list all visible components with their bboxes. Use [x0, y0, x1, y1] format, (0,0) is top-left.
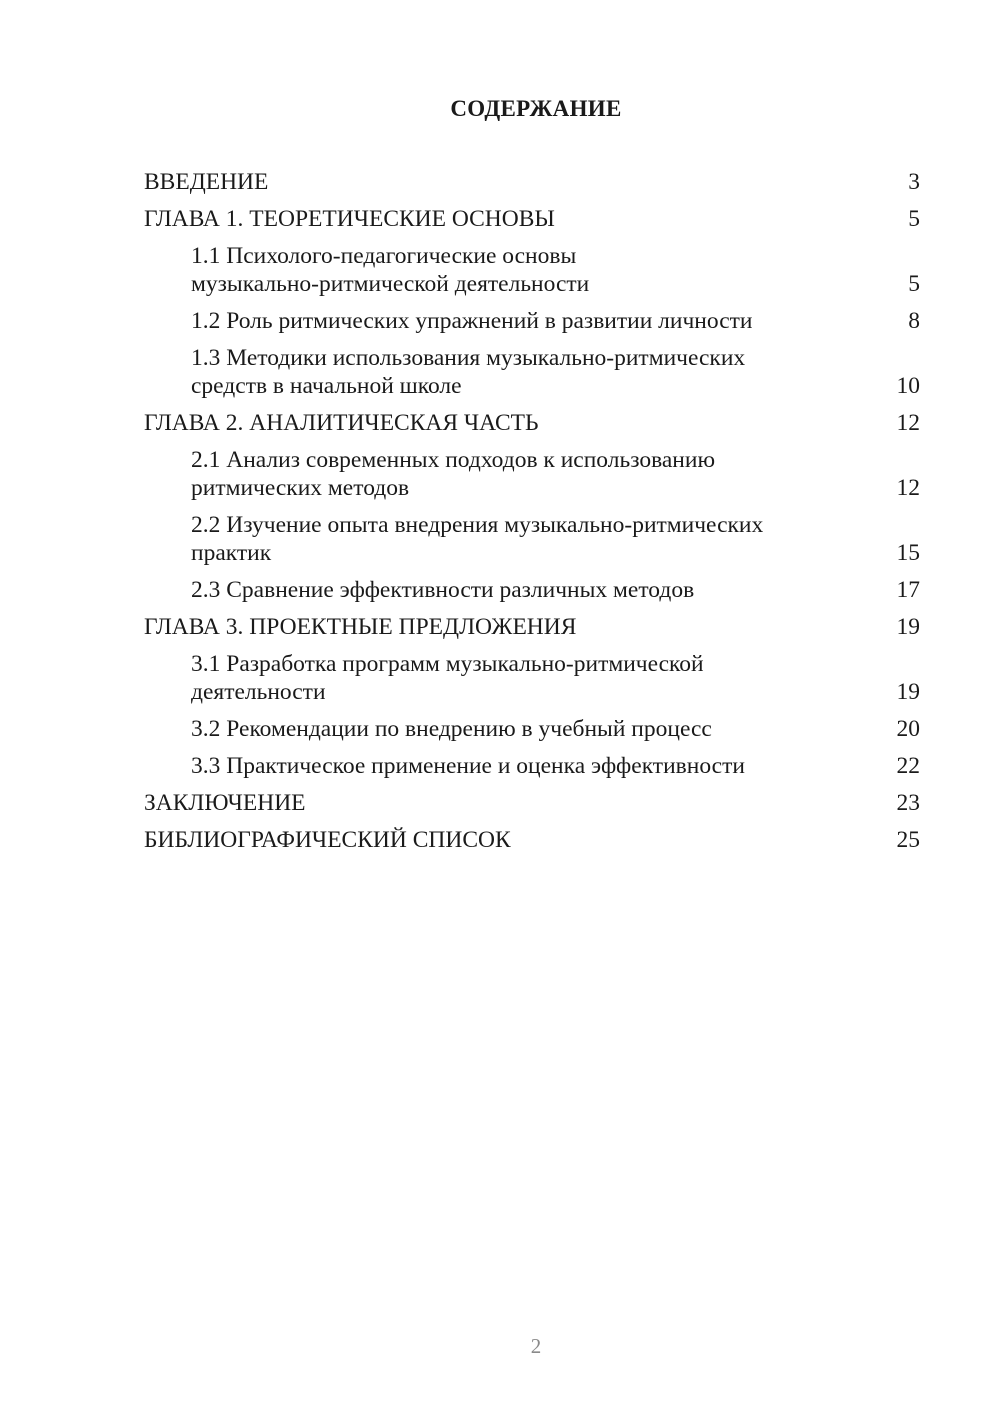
toc-entry-page: 20: [896, 716, 920, 742]
toc-entry-section-3-2: [144, 715, 920, 743]
toc-entry-title: 2.1 Анализ современных подходов к использованию ритмических методов: [191, 447, 716, 501]
toc-entry-section-2-3: [144, 576, 920, 604]
toc-entry-title: 1.2 Роль ритмических упражнений в развитии личности: [191, 308, 753, 334]
toc-entry-title: 3.2 Рекомендации по внедрению в учебный процесс: [191, 716, 712, 742]
toc-entry-section-1-2: [144, 307, 920, 335]
toc-entry-section-3-1: [144, 650, 920, 706]
toc-entry-title: 3.3 Практическое применение и оценка эффективности: [191, 753, 745, 779]
toc-entry-page: 25: [896, 827, 920, 853]
toc-entry-page: 5: [908, 206, 920, 232]
toc-entry-section-3-3: [144, 752, 920, 780]
toc-entry-page: 12: [896, 475, 920, 501]
toc-entry-title: БИБЛИОГРАФИЧЕСКИЙ СПИСОК: [144, 827, 511, 853]
toc-entry-title: ГЛАВА 3. ПРОЕКТНЫЕ ПРЕДЛОЖЕНИЯ: [144, 614, 577, 640]
toc-entry-title: 1.1 Психолого-педагогические основы музыкально-ритмической деятельности: [191, 243, 590, 297]
toc-entry-chapter-3: [144, 613, 920, 641]
toc-entry-chapter-2: [144, 409, 920, 437]
toc-entry-page: 10: [896, 373, 920, 399]
table-of-contents: [144, 168, 920, 863]
toc-entry-title: 1.3 Методики использования музыкально-ритмических средств в начальной школе: [191, 345, 746, 399]
toc-entry-conclusion: [144, 789, 920, 817]
toc-entry-title: 2.2 Изучение опыта внедрения музыкально-ритмических практик: [191, 512, 764, 566]
toc-entry-section-2-1: [144, 446, 920, 502]
toc-entry-page: 23: [896, 790, 920, 816]
toc-entry-title: ГЛАВА 1. ТЕОРЕТИЧЕСКИЕ ОСНОВЫ: [144, 206, 555, 232]
toc-entry-page: 3: [908, 169, 920, 195]
toc-entry-page: 17: [896, 577, 920, 603]
toc-entry-chapter-1: [144, 205, 920, 233]
toc-entry-title: ЗАКЛЮЧЕНИЕ: [144, 790, 306, 816]
toc-entry-page: 19: [896, 614, 920, 640]
toc-entry-page: 12: [896, 410, 920, 436]
toc-entry-introduction: [144, 168, 920, 196]
toc-entry-title: 2.3 Сравнение эффективности различных методов: [191, 577, 695, 603]
toc-entry-page: 22: [896, 753, 920, 779]
toc-entry-title: ГЛАВА 2. АНАЛИТИЧЕСКАЯ ЧАСТЬ: [144, 410, 539, 436]
toc-entry-page: 8: [908, 308, 920, 334]
page-number: 2: [530, 1334, 542, 1358]
toc-entry-title: ВВЕДЕНИЕ: [144, 169, 269, 195]
toc-entry-bibliography: [144, 826, 920, 854]
toc-entry-section-1-3: [144, 344, 920, 400]
toc-entry-section-1-1: [144, 242, 920, 298]
toc-entry-page: 19: [896, 679, 920, 705]
toc-entry-page: 15: [896, 540, 920, 566]
page-title: СОДЕРЖАНИЕ: [450, 96, 622, 121]
toc-entry-page: 5: [908, 271, 920, 297]
toc-entry-section-2-2: [144, 511, 920, 567]
toc-entry-title: 3.1 Разработка программ музыкально-ритмической деятельности: [191, 651, 704, 705]
